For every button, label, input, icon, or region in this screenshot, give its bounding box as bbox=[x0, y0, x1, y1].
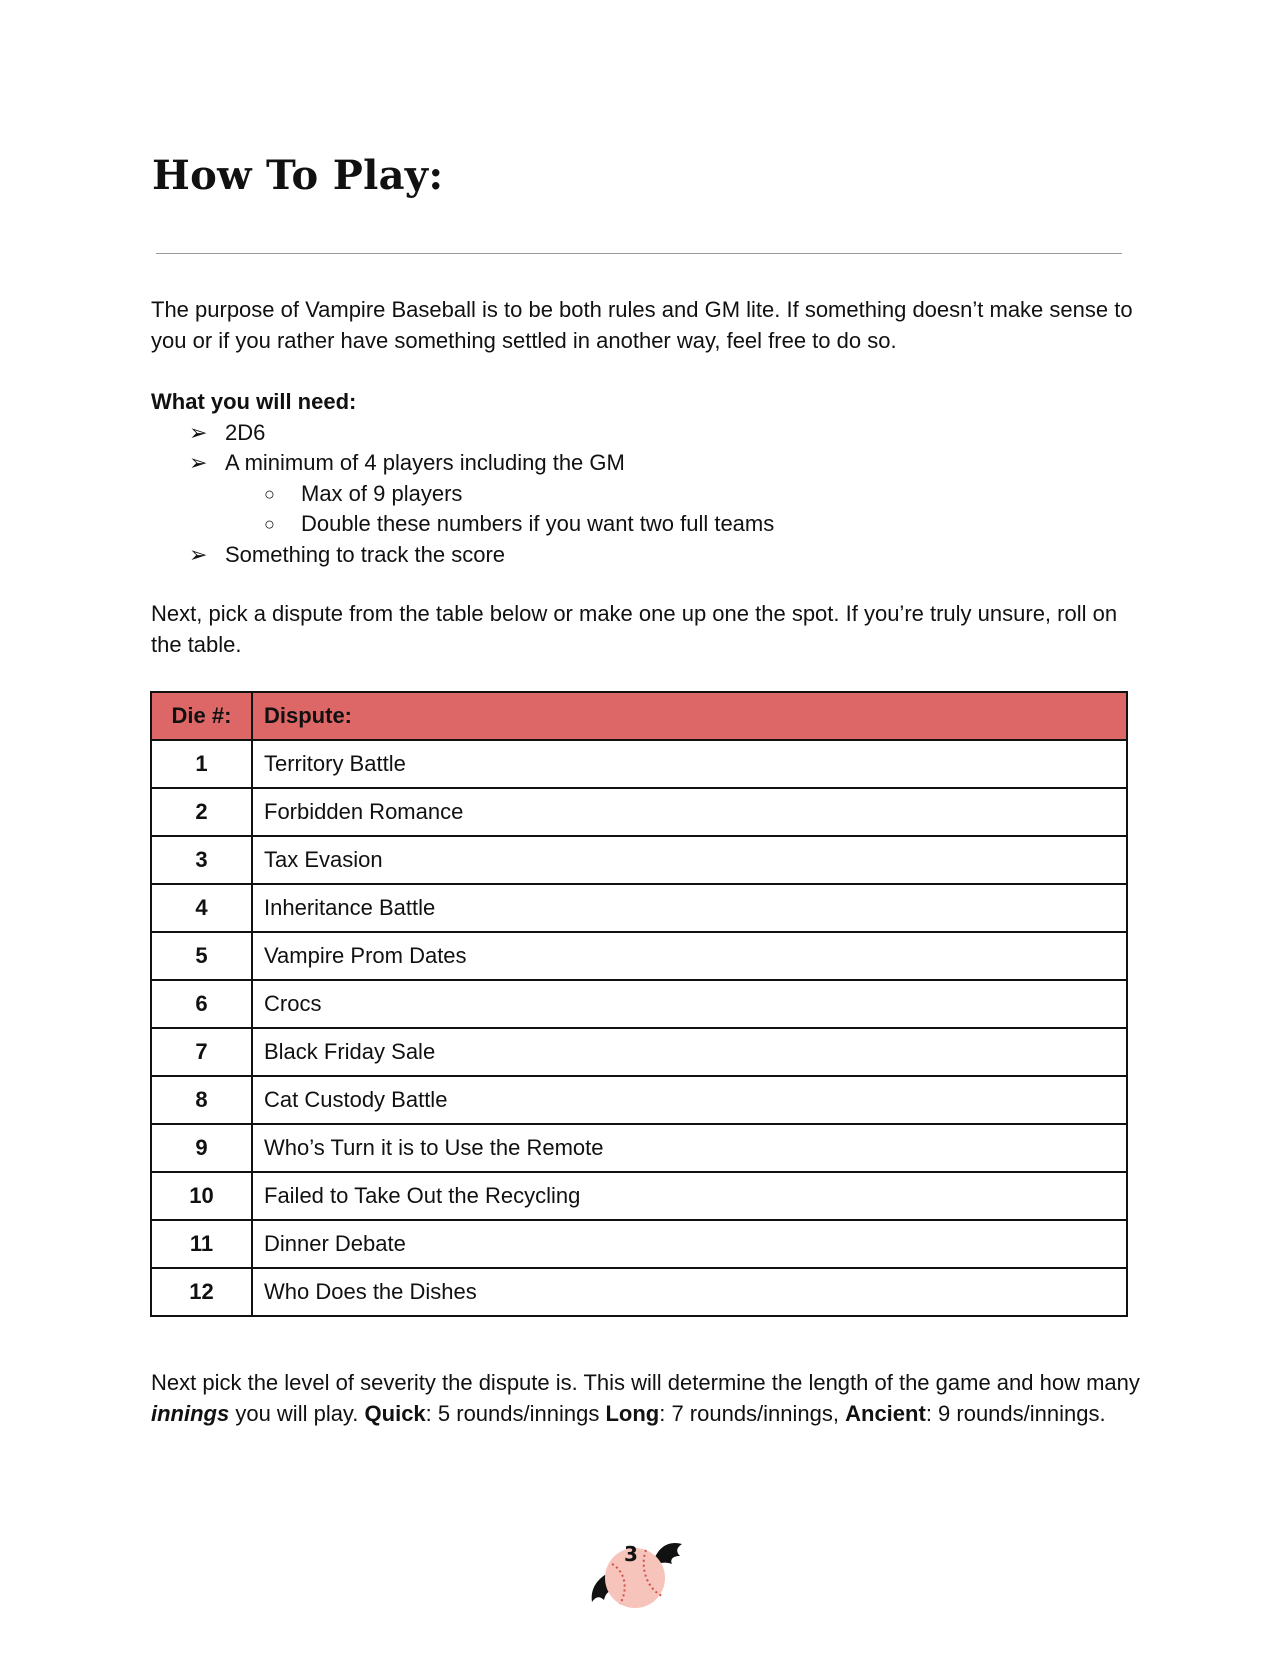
ancient-label: Ancient bbox=[845, 1400, 926, 1426]
list-item bbox=[151, 509, 774, 540]
page-title: How To Play: bbox=[152, 152, 444, 199]
list-item bbox=[151, 448, 774, 479]
horizontal-divider bbox=[156, 253, 1122, 254]
page-number-badge bbox=[584, 1530, 684, 1620]
list-item bbox=[151, 540, 774, 571]
needs-list bbox=[151, 418, 774, 571]
dispute-name: Dinner Debate bbox=[252, 1220, 1127, 1268]
dispute-name: Black Friday Sale bbox=[252, 1028, 1127, 1076]
severity-text: Next pick the level of severity the dispute is. This will determine the length of the game and how many bbox=[151, 1370, 1140, 1395]
quick-label: Quick bbox=[364, 1400, 426, 1426]
dispute-name: Vampire Prom Dates bbox=[252, 932, 1127, 980]
innings-emphasis: innings bbox=[151, 1400, 230, 1426]
die-number: 7 bbox=[151, 1028, 252, 1076]
table-row bbox=[151, 1028, 1127, 1076]
die-number: 12 bbox=[151, 1268, 252, 1316]
quick-text: : 5 rounds/innings bbox=[425, 1400, 606, 1426]
die-number: 11 bbox=[151, 1220, 252, 1268]
table-row bbox=[151, 884, 1127, 932]
table-row bbox=[151, 740, 1127, 788]
die-number: 4 bbox=[151, 884, 252, 932]
circle-bullet-icon: ○ bbox=[264, 483, 275, 504]
dispute-name: Who Does the Dishes bbox=[252, 1268, 1127, 1316]
dispute-name: Forbidden Romance bbox=[252, 788, 1127, 836]
arrow-bullet-icon: ➢ bbox=[189, 541, 208, 567]
arrow-bullet-icon: ➢ bbox=[189, 450, 208, 475]
dispute-name: Crocs bbox=[252, 980, 1127, 1028]
needs-heading: What you will need: bbox=[151, 389, 357, 414]
needs-double: Double these numbers if you want two full teams bbox=[301, 511, 775, 536]
die-number: 10 bbox=[151, 1172, 252, 1220]
die-number: 9 bbox=[151, 1124, 252, 1172]
long-label: Long bbox=[605, 1400, 660, 1426]
die-number: 3 bbox=[151, 836, 252, 884]
severity-paragraph bbox=[151, 1368, 1141, 1429]
list-item bbox=[151, 479, 774, 510]
severity-text: you will play. bbox=[229, 1400, 365, 1426]
table-row bbox=[151, 1076, 1127, 1124]
table-row bbox=[151, 980, 1127, 1028]
list-item bbox=[151, 418, 774, 449]
needs-players: A minimum of 4 players including the GM bbox=[225, 450, 625, 475]
die-number: 2 bbox=[151, 788, 252, 836]
column-header-die: Die #: bbox=[151, 692, 252, 740]
circle-bullet-icon: ○ bbox=[264, 514, 275, 534]
page-number: 3 bbox=[624, 1542, 638, 1566]
table-row bbox=[151, 932, 1127, 980]
dispute-name: Failed to Take Out the Recycling bbox=[252, 1172, 1127, 1220]
table-header-row bbox=[151, 692, 1127, 740]
ancient-text: : 9 rounds/innings. bbox=[925, 1400, 1106, 1426]
table-row bbox=[151, 1268, 1127, 1316]
column-header-dispute: Dispute: bbox=[252, 692, 1127, 740]
dispute-name: Inheritance Battle bbox=[252, 884, 1127, 932]
dispute-name: Tax Evasion bbox=[252, 836, 1127, 884]
die-number: 8 bbox=[151, 1076, 252, 1124]
long-text: : 7 rounds/innings, bbox=[659, 1400, 846, 1426]
pick-dispute-paragraph: Next, pick a dispute from the table below or make one up one the spot. If you’re truly unsure, roll on the table. bbox=[151, 601, 1118, 657]
dispute-table bbox=[150, 691, 1128, 1317]
dispute-name: Cat Custody Battle bbox=[252, 1076, 1127, 1124]
table-row bbox=[151, 836, 1127, 884]
dispute-name: Who’s Turn it is to Use the Remote bbox=[252, 1124, 1127, 1172]
needs-dice: 2D6 bbox=[225, 419, 266, 445]
table-row bbox=[151, 788, 1127, 836]
table-row bbox=[151, 1220, 1127, 1268]
arrow-bullet-icon: ➢ bbox=[189, 419, 208, 445]
die-number: 6 bbox=[151, 980, 252, 1028]
dispute-name: Territory Battle bbox=[252, 740, 1127, 788]
die-number: 5 bbox=[151, 932, 252, 980]
needs-section bbox=[151, 387, 774, 570]
table-row bbox=[151, 1172, 1127, 1220]
table-row bbox=[151, 1124, 1127, 1172]
die-number: 1 bbox=[151, 740, 252, 788]
intro-paragraph: The purpose of Vampire Baseball is to be both rules and GM lite. If something doesn’t make sense to you or if you rather have something settled in another way, feel free to do so. bbox=[151, 297, 1133, 353]
needs-score: Something to track the score bbox=[225, 541, 506, 567]
needs-max-players: Max of 9 players bbox=[301, 480, 463, 506]
